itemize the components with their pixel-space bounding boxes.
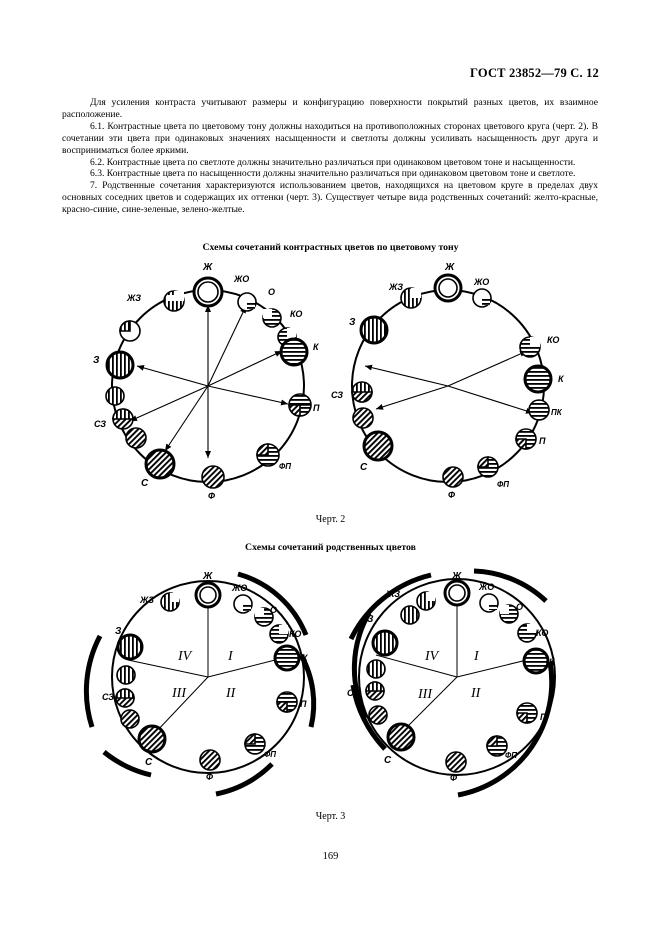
color-disc-s bbox=[364, 432, 392, 460]
label-fp: ФП bbox=[279, 462, 291, 471]
label-zhz: ЖЗ bbox=[386, 589, 401, 599]
label-o: О bbox=[270, 605, 278, 615]
label-ko: КО bbox=[536, 628, 549, 638]
sector-label-2: II bbox=[471, 686, 481, 701]
label-ko: КО bbox=[547, 335, 560, 345]
sector-label-4: IV bbox=[425, 649, 439, 664]
label-zh: Ж bbox=[452, 571, 462, 582]
label-pk: ПК bbox=[551, 408, 562, 417]
sector-label-1: I bbox=[228, 649, 233, 664]
label-sz: СЗ bbox=[102, 692, 115, 702]
paragraph: 6.1. Контрастные цвета по цветовому тону должны находиться на противоположных сторонах цветового круга (черт. 2). В сочетании эти цвета при одинаковых значениях насыщенности и светлоты должны усиливать насыщенность друг друга и восприниматься более яркими. bbox=[62, 120, 598, 156]
label-s: С bbox=[141, 478, 149, 489]
label-sz: СЗ bbox=[331, 390, 344, 400]
label-p: П bbox=[539, 436, 546, 446]
label-f: Ф bbox=[450, 773, 458, 783]
label-ko: КО bbox=[289, 629, 302, 639]
contrast-wheel-left bbox=[93, 262, 320, 501]
label-p: П bbox=[300, 699, 307, 709]
label-o: О bbox=[516, 602, 524, 612]
contrast-wheel-right bbox=[331, 262, 565, 500]
label-z: З bbox=[115, 626, 122, 637]
label-zhz: ЖЗ bbox=[389, 282, 404, 292]
label-z: З bbox=[93, 355, 100, 366]
label-k: К bbox=[558, 374, 564, 384]
sector-label-1: I bbox=[474, 649, 479, 664]
paragraph: 6.3. Контрастные цвета по насыщенности должны значительно различаться при одинаковом цветовом тоне и светлоте. bbox=[90, 168, 576, 180]
label-sz: СЗ bbox=[94, 419, 107, 429]
color-disc-sz bbox=[353, 408, 373, 428]
related-color-wheels-diagram bbox=[0, 557, 661, 807]
label-s: С bbox=[145, 757, 153, 768]
label-o: О bbox=[268, 287, 276, 297]
label-zho: ЖО bbox=[474, 277, 490, 287]
label-sz: СЗ bbox=[347, 688, 360, 698]
label-zho: ЖО bbox=[234, 274, 250, 284]
figure-caption-3: Черт. 3 bbox=[315, 811, 346, 822]
label-fp: ФП bbox=[497, 480, 509, 489]
color-disc-f bbox=[443, 467, 463, 487]
label-fp: ФП bbox=[264, 750, 276, 759]
label-f: Ф bbox=[208, 491, 216, 501]
label-z: З bbox=[349, 317, 356, 328]
page-number: 169 bbox=[322, 851, 339, 862]
label-p: П bbox=[313, 403, 320, 413]
paragraph: 6.2. Контрастные цвета по светлоте должны значительно различаться при одинаковом цветовом тоне и насыщенности. bbox=[90, 156, 576, 168]
related-wheel-left bbox=[86, 571, 313, 794]
color-disc-f bbox=[202, 466, 224, 488]
color-disc-k bbox=[281, 339, 307, 365]
label-f: Ф bbox=[448, 490, 456, 500]
label-zh: Ж bbox=[445, 262, 455, 273]
paragraph: Для усиления контраста учитывают размеры и конфигурацию поверхности покрытий разных цветов, их взаимное расположение. bbox=[62, 97, 598, 120]
label-zho: ЖО bbox=[479, 582, 495, 592]
sector-label-3: III bbox=[418, 687, 432, 702]
related-wheel-right bbox=[347, 571, 556, 795]
label-zh: Ж bbox=[203, 262, 213, 273]
label-s: С bbox=[360, 462, 368, 473]
color-disc-sz2 bbox=[106, 387, 124, 405]
sector-label-3: III bbox=[172, 686, 186, 701]
label-ko: КО bbox=[290, 309, 303, 319]
label-zhz: ЖЗ bbox=[127, 293, 142, 303]
color-disc-s-small bbox=[126, 428, 146, 448]
label-p: П bbox=[540, 712, 547, 722]
label-zho: ЖО bbox=[232, 583, 248, 593]
section-title-related: Схемы сочетаний родственных цветов bbox=[245, 542, 416, 553]
label-k: К bbox=[549, 657, 555, 667]
label-zhz: ЖЗ bbox=[140, 595, 155, 605]
contrast-color-wheels-diagram bbox=[0, 255, 661, 515]
label-k: К bbox=[313, 342, 319, 352]
label-f: Ф bbox=[206, 772, 214, 782]
label-zh: Ж bbox=[203, 571, 213, 582]
label-fp: ФП bbox=[505, 751, 517, 760]
color-disc-pk bbox=[529, 400, 549, 420]
color-disc-k bbox=[525, 366, 551, 392]
figure-caption-2: Черт. 2 bbox=[315, 514, 346, 525]
page-header: ГОСТ 23852—79 С. 12 bbox=[470, 66, 599, 80]
label-s: С bbox=[384, 755, 392, 766]
color-disc-z bbox=[107, 352, 133, 378]
sector-label-2: II bbox=[226, 686, 236, 701]
paragraph: 7. Родственные сочетания характеризуются использованием цветов, находящихся на цветовом круге в пределах двух основных соседних цветов и содержащих их оттенки (черт. 3). Существует четыре вида родственных сочетаний: желто-красные, красно-синие, сине-зеленые, зелено-желтые. bbox=[62, 180, 598, 216]
section-title-contrast: Схемы сочетаний контрастных цветов по цветовому тону bbox=[202, 242, 459, 253]
color-disc-s bbox=[146, 450, 174, 478]
sector-label-4: IV bbox=[178, 649, 192, 664]
body-text bbox=[62, 97, 598, 216]
label-z: З bbox=[367, 614, 374, 625]
label-k: К bbox=[302, 653, 308, 663]
color-disc-z bbox=[361, 317, 387, 343]
